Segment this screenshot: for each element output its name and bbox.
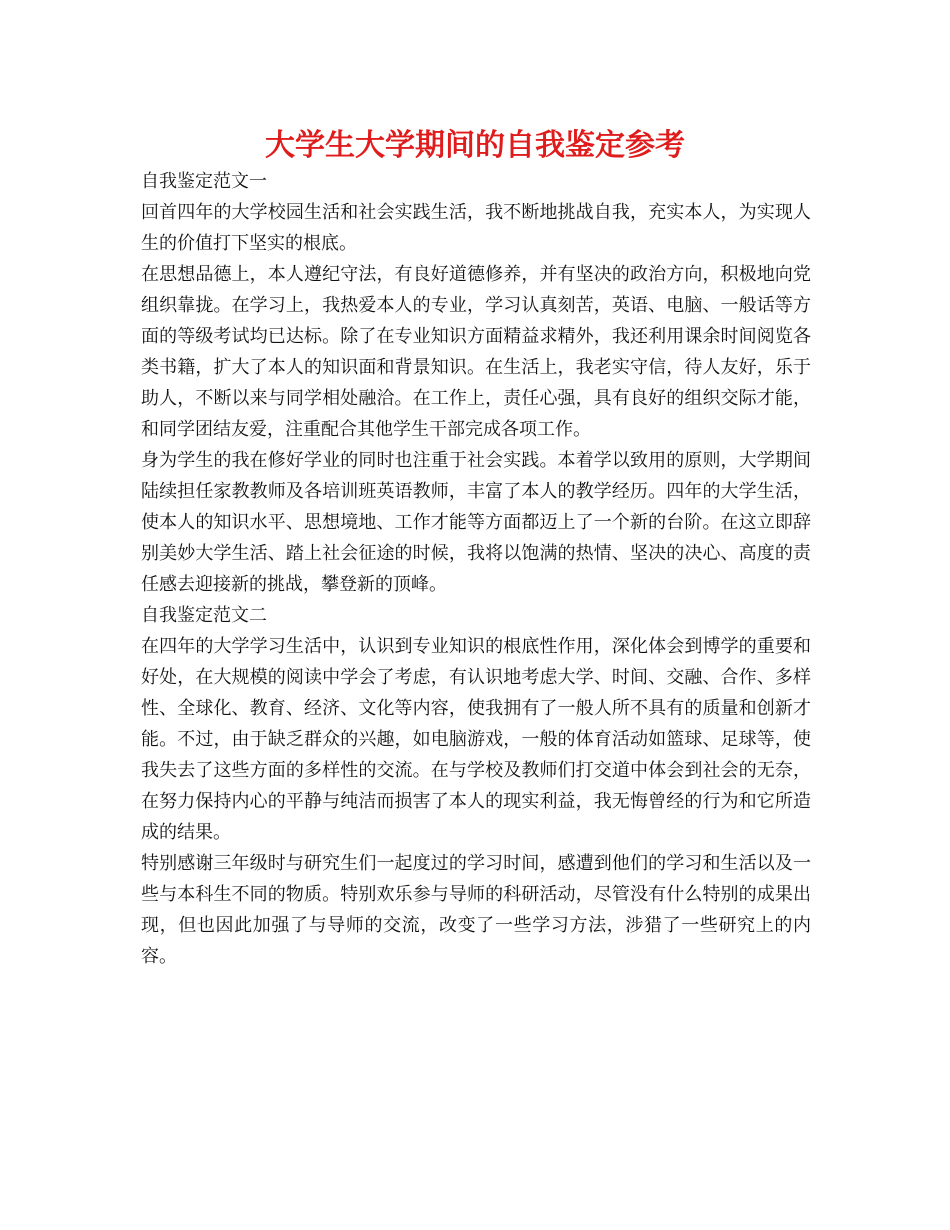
paragraph-thanks: 特别感谢三年级时与研究生们一起度过的学习时间，感遭到他们的学习和生活以及一些与本科生不同的物质。特别欢乐参与导师的科研活动，尽管没有什么特别的成果出现，但也因此加强了与导师的交流，改变了一些学习方法，涉猎了一些研究上的内容。 (141, 853, 811, 967)
section-heading-2: 自我鉴定范文二 (141, 605, 267, 626)
document-title: 大学生大学期间的自我鉴定参考 (265, 128, 685, 163)
document-body (141, 166, 811, 972)
paragraph-practice: 身为学生的我在修好学业的同时也注重于社会实践。本着学以致用的原则，大学期间陆续担任家教教师及各培训班英语教师，丰富了本人的教学经历。四年的大学生活，使本人的知识水平、思想境地、工作才能等方面都迈上了一个新的台阶。在这立即辞别美妙大学生活、踏上社会征途的时候，我将以饱满的热情、坚决的决心、高度的责任感去迎接新的挑战，攀登新的顶峰。 (141, 450, 811, 595)
paragraph-intro: 回首四年的大学校园生活和社会实践生活，我不断地挑战自我，充实本人，为实现人生的价值打下坚实的根底。 (141, 202, 811, 254)
paragraph-character: 在思想品德上，本人遵纪守法，有良好道德修养，并有坚决的政治方向，积极地向党组织靠拢。在学习上，我热爱本人的专业，学习认真刻苦，英语、电脑、一般话等方面的等级考试均已达标。除了在专业知识方面精益求精外，我还利用课余时间阅览各类书籍，扩大了本人的知识面和背景知识。在生活上，我老实守信，待人友好，乐于助人，不断以来与同学相处融洽。在工作上，责任心强，具有良好的组织交际才能，和同学团结友爱，注重配合其他学生干部完成各项工作。 (141, 264, 811, 440)
paragraph-study-life: 在四年的大学学习生活中，认识到专业知识的根底性作用，深化体会到博学的重要和好处，在大规模的阅读中学会了考虑，有认识地考虑大学、时间、交融、合作、多样性、全球化、教育、经济、文化等内容，使我拥有了一般人所不具有的质量和创新才能。不过，由于缺乏群众的兴趣，如电脑游戏，一般的体育活动如篮球、足球等，使我失去了这些方面的多样性的交流。在与学校及教师们打交道中体会到社会的无奈，在努力保持内心的平静与纯洁而损害了本人的现实利益，我无悔曾经的行为和它所造成的结果。 (141, 636, 811, 843)
section-heading-1: 自我鉴定范文一 (141, 171, 267, 192)
